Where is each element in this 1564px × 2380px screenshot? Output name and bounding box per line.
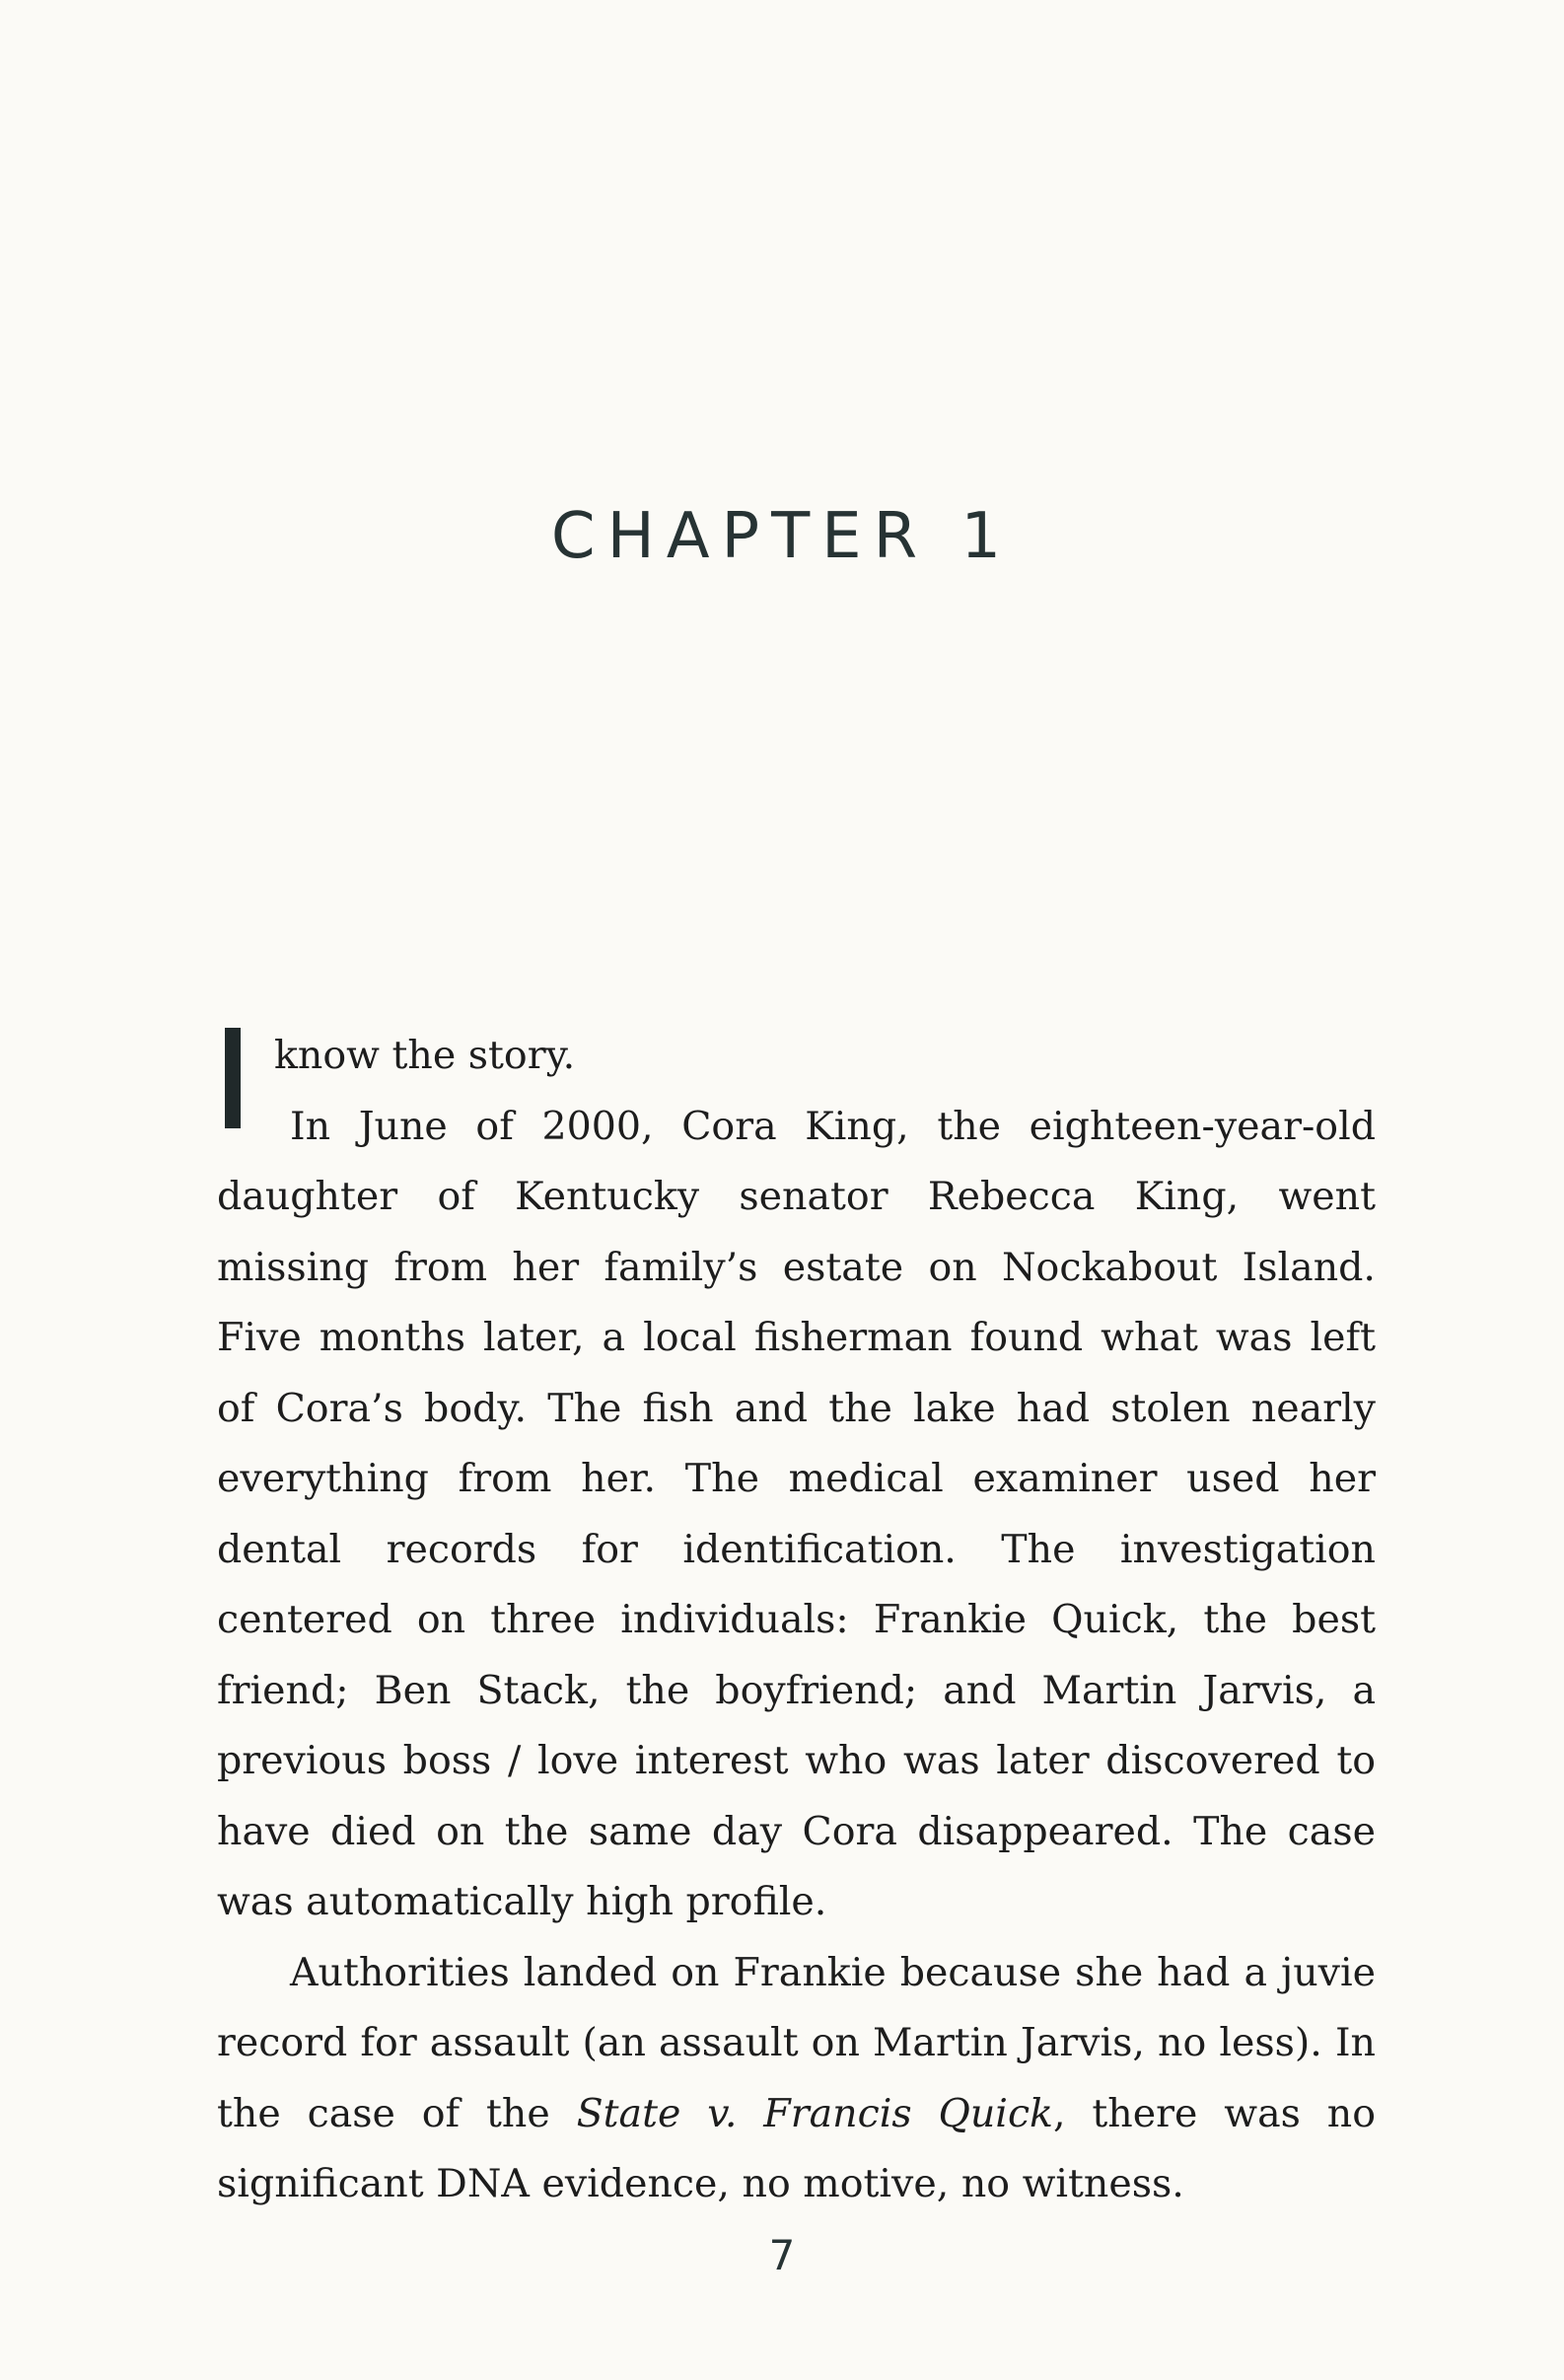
paragraph-2: In June of 2000, Cora King, the eighteen-year-old daughter of Kentucky senator Rebecca King, went missing from her family’s estate on Nockabout Island. Five months later, a local fisherman found what was left of Cora’s body. The fish and the lake had stolen nearly everything from her. The medical examiner used her dental records for identification. The investigation centered on three individuals: Frankie Quick, the best friend; Ben Stack, the boyfriend; and Martin Jarvis, a previous boss / love interest who was later discovered to have died on the same day Cora disappeared. The case was automatically high profile. <box>217 1103 1376 1924</box>
chapter-heading: CHAPTER 1 <box>550 500 1014 573</box>
paragraph-3-text-after: , there was no significant DNA evidence, no motive, no witness. <box>217 2090 1376 2206</box>
paragraph-3 <box>217 1938 1376 2220</box>
paragraph-1 <box>217 1021 1376 1092</box>
paragraph-1-text: know the story. <box>274 1033 576 1078</box>
paragraph-3-text-before: Authorities landed on Frankie because she had a juvie record for assault (an assault on Martin Jarvis, no less). In the case of the <box>217 1949 1376 2136</box>
chapter-body <box>217 1021 1376 2220</box>
page-number: 7 <box>768 2231 796 2279</box>
case-name-italic: State v. Francis Quick <box>576 2090 1053 2136</box>
